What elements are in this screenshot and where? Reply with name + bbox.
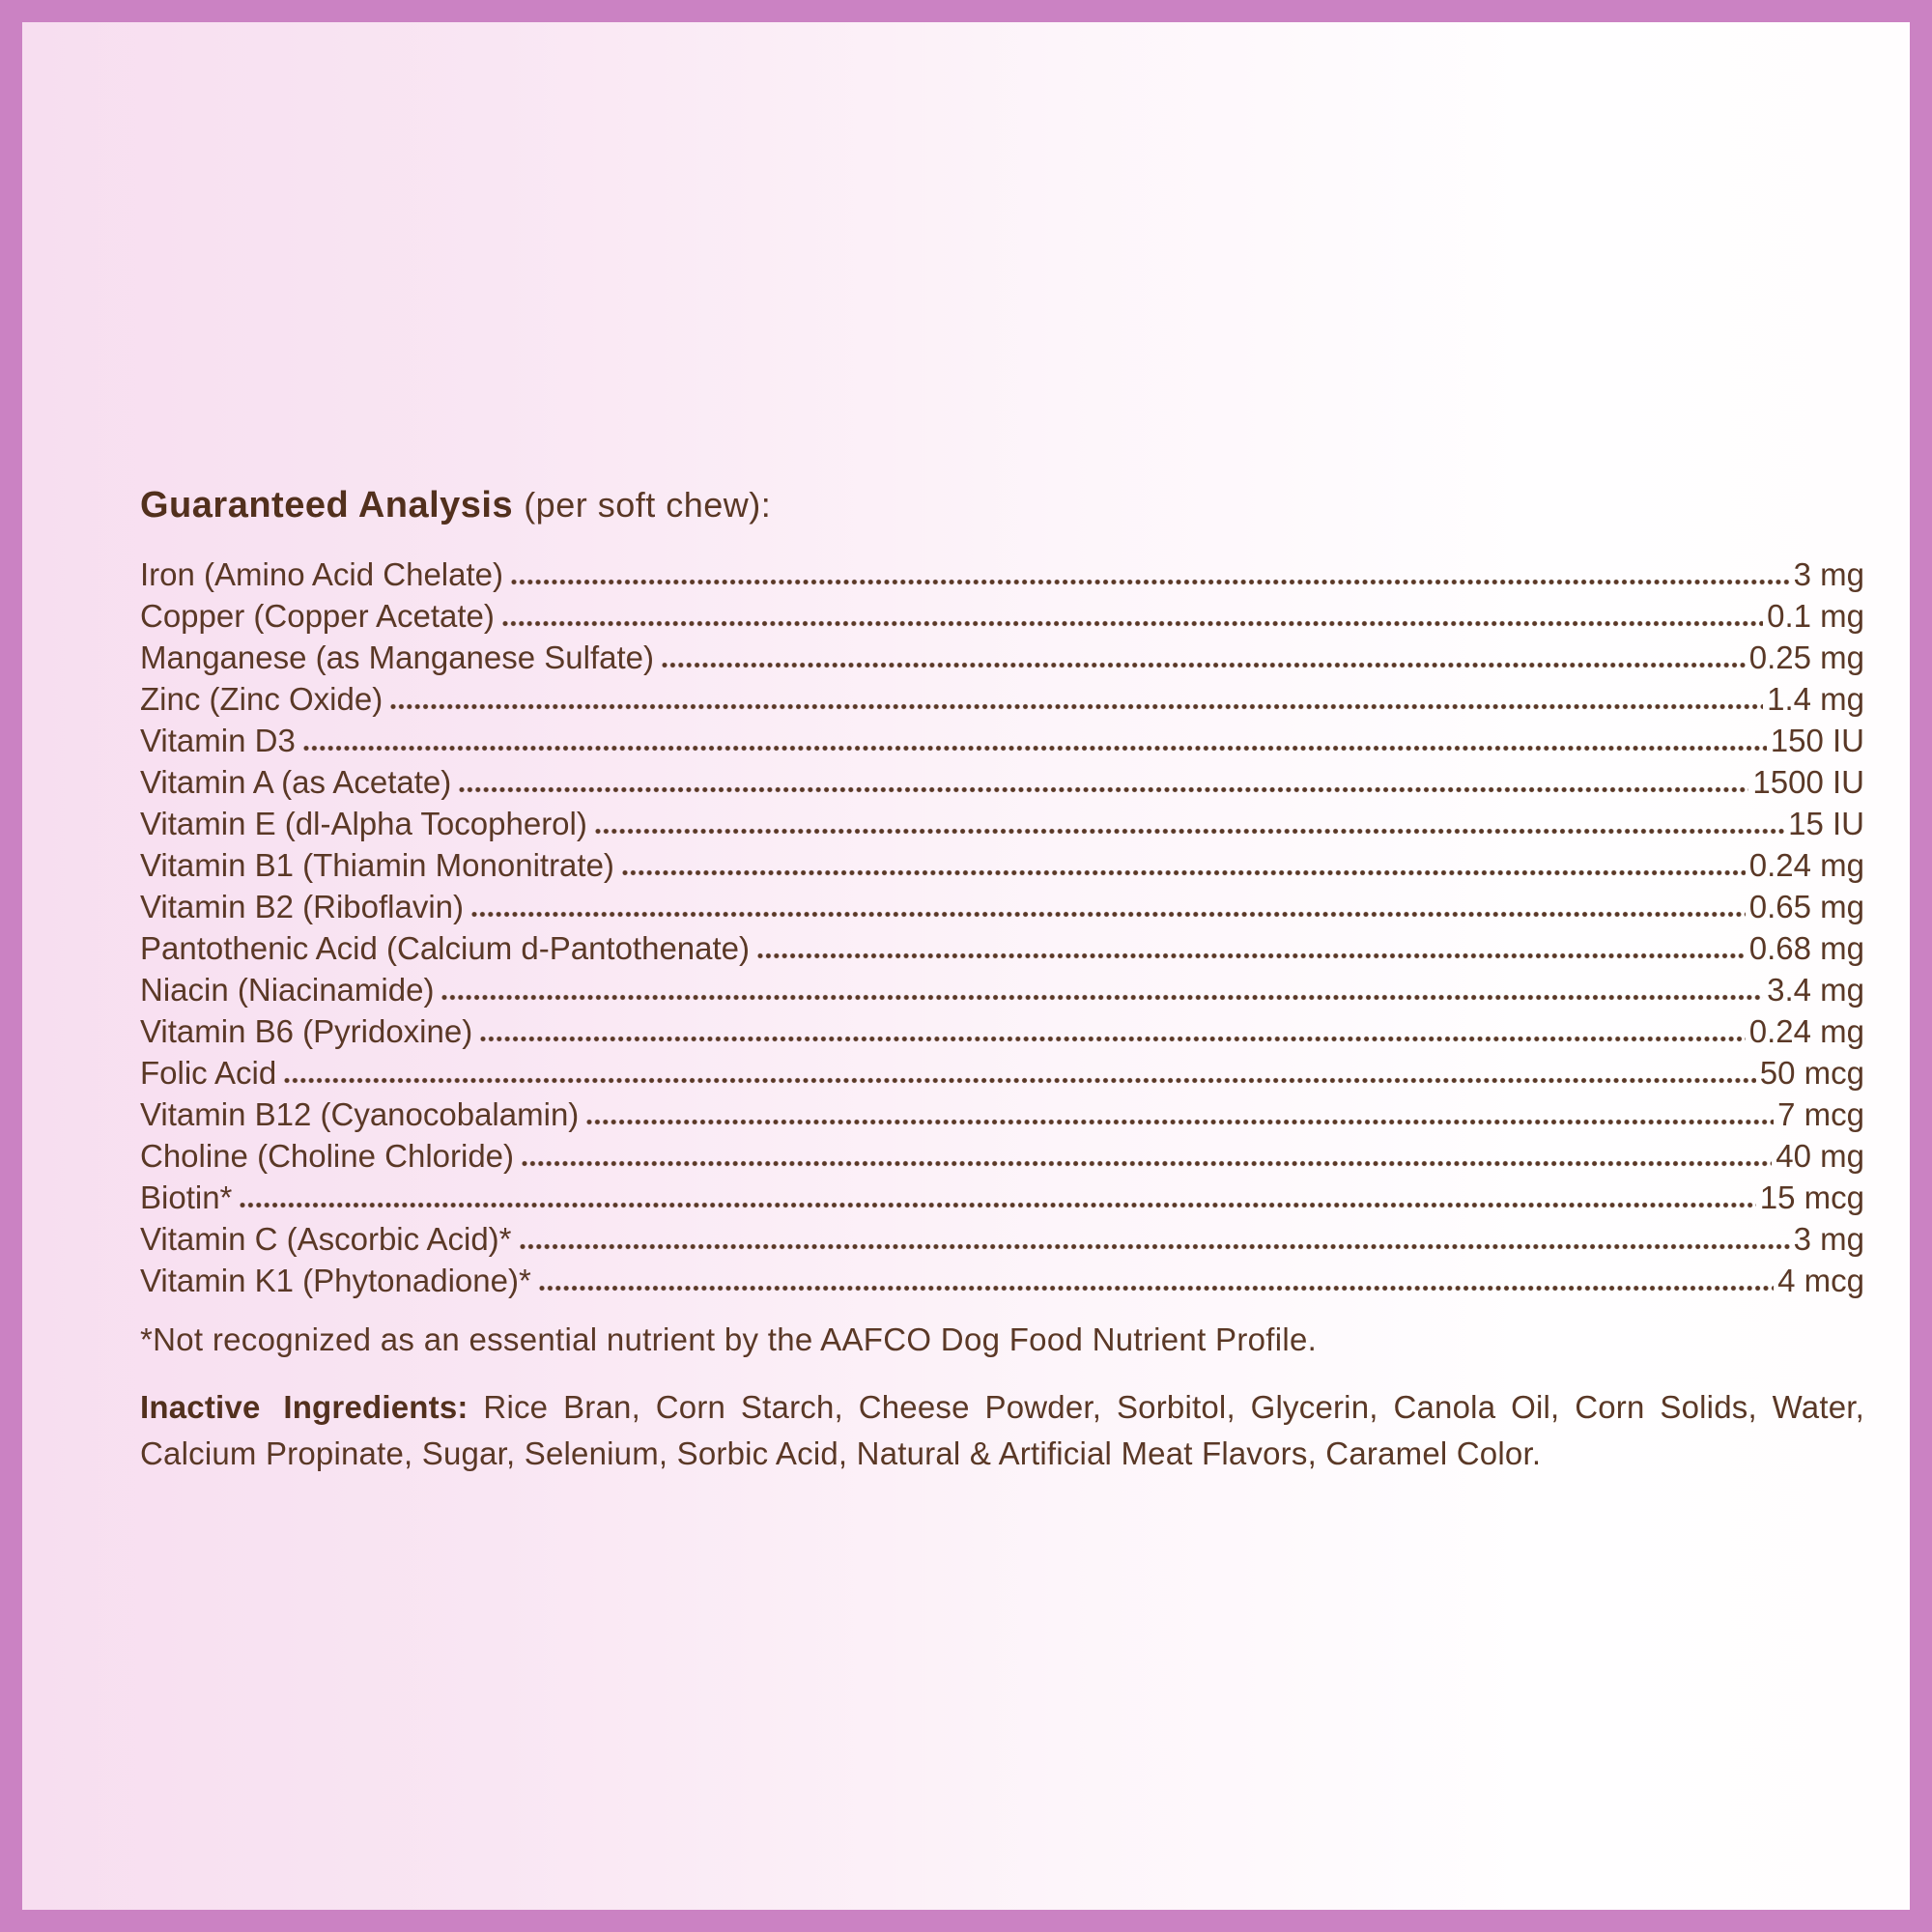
nutrient-label: Vitamin B2 (Riboflavin) (140, 889, 465, 924)
nutrient-label: Zinc (Zinc Oxide) (140, 681, 384, 717)
nutrient-value: 50 mcg (1759, 1055, 1864, 1091)
nutrient-row (140, 1135, 1864, 1177)
nutrient-value: 3 mg (1793, 556, 1864, 592)
nutrient-row (140, 637, 1864, 678)
dotted-leader (240, 1200, 1755, 1210)
nutrient-value: 0.24 mg (1748, 1013, 1864, 1049)
nutrient-label: Vitamin B6 (Pyridoxine) (140, 1013, 473, 1049)
nutrient-row (140, 1010, 1864, 1052)
nutrient-value: 40 mg (1776, 1138, 1864, 1174)
nutrient-row (140, 1177, 1864, 1218)
heading-title: Guaranteed Analysis (140, 485, 514, 526)
inactive-ingredients-text: Rice Bran, Corn Starch, Cheese Powder, Sorbitol, Glycerin, Canola Oil, Corn Solids, Water, Calcium Propinate, Sugar, Selenium, Sorbic Acid, Natural & Artificial Meat Flavors, Caramel Color. (140, 1389, 1864, 1471)
guaranteed-analysis-heading (140, 484, 1864, 526)
nutrient-value: 0.24 mg (1748, 847, 1864, 883)
nutrient-row (140, 761, 1864, 803)
nutrient-label: Folic Acid (140, 1055, 277, 1091)
label-background (22, 22, 1910, 1910)
nutrient-label: Vitamin B1 (Thiamin Mononitrate) (140, 847, 614, 883)
heading-suffix: (per soft chew): (524, 485, 772, 525)
aafco-footnote: *Not recognized as an essential nutrient by the AAFCO Dog Food Nutrient Profile. (140, 1321, 1318, 1357)
inactive-ingredients-label: Inactive Ingredients: (140, 1389, 469, 1425)
nutrient-label: Pantothenic Acid (Calcium d-Pantothenate) (140, 930, 751, 966)
nutrient-label: Iron (Amino Acid Chelate) (140, 556, 504, 592)
nutrient-value: 3 mg (1793, 1221, 1864, 1257)
dotted-leader (390, 701, 1763, 712)
nutrient-label: Choline (Choline Chloride) (140, 1138, 515, 1174)
nutrient-label: Niacin (Niacinamide) (140, 972, 435, 1008)
dotted-leader (595, 826, 1784, 837)
nutrient-value: 1.4 mg (1767, 681, 1864, 717)
dotted-leader (757, 951, 1746, 961)
nutrient-value: 4 mcg (1777, 1263, 1864, 1298)
dotted-leader (511, 577, 1790, 587)
inactive-ingredients (140, 1384, 1864, 1477)
nutrient-label: Vitamin K1 (Phytonadione)* (140, 1263, 531, 1298)
nutrient-value: 3.4 mg (1767, 972, 1864, 1008)
dotted-leader (459, 784, 1748, 795)
dotted-leader (539, 1283, 1774, 1293)
nutrient-label: Vitamin D3 (140, 723, 296, 758)
nutrient-value: 0.68 mg (1748, 930, 1864, 966)
nutrient-row (140, 1218, 1864, 1260)
dotted-leader (284, 1075, 1756, 1086)
dotted-leader (522, 1158, 1772, 1169)
dotted-leader (441, 992, 1763, 1003)
nutrient-row (140, 1260, 1864, 1301)
nutrient-row (140, 1094, 1864, 1135)
nutrient-value: 7 mcg (1777, 1096, 1864, 1132)
nutrient-label: Vitamin A (as Acetate) (140, 764, 452, 800)
nutrient-label: Copper (Copper Acetate) (140, 598, 495, 634)
nutrient-row (140, 595, 1864, 637)
nutrient-label: Vitamin C (Ascorbic Acid)* (140, 1221, 512, 1257)
nutrient-row (140, 554, 1864, 595)
dotted-leader (662, 660, 1746, 670)
nutrient-label: Manganese (as Manganese Sulfate) (140, 639, 654, 675)
nutrient-row (140, 844, 1864, 886)
nutrient-row (140, 1052, 1864, 1094)
nutrient-table (140, 554, 1864, 1301)
dotted-leader (502, 618, 1763, 629)
nutrient-row (140, 720, 1864, 761)
nutrient-value: 0.25 mg (1748, 639, 1864, 675)
nutrient-value: 0.1 mg (1767, 598, 1864, 634)
dotted-leader (480, 1034, 1746, 1044)
nutrient-value: 15 IU (1788, 806, 1864, 841)
nutrient-value: 15 mcg (1759, 1179, 1864, 1215)
nutrient-row (140, 678, 1864, 720)
dotted-leader (303, 743, 1767, 753)
nutrient-value: 0.65 mg (1748, 889, 1864, 924)
nutrient-label: Biotin* (140, 1179, 233, 1215)
nutrient-row (140, 927, 1864, 969)
nutrient-row (140, 803, 1864, 844)
nutrient-value: 1500 IU (1752, 764, 1864, 800)
dotted-leader (520, 1241, 1790, 1252)
nutrient-row (140, 969, 1864, 1010)
guaranteed-analysis-panel (140, 484, 1864, 1477)
nutrient-label: Vitamin B12 (Cyanocobalamin) (140, 1096, 580, 1132)
nutrient-label: Vitamin E (dl-Alpha Tocopherol) (140, 806, 587, 841)
dotted-leader (622, 867, 1746, 878)
dotted-leader (471, 909, 1746, 920)
nutrient-row (140, 886, 1864, 927)
nutrient-value: 150 IU (1770, 723, 1864, 758)
dotted-leader (586, 1117, 1774, 1127)
